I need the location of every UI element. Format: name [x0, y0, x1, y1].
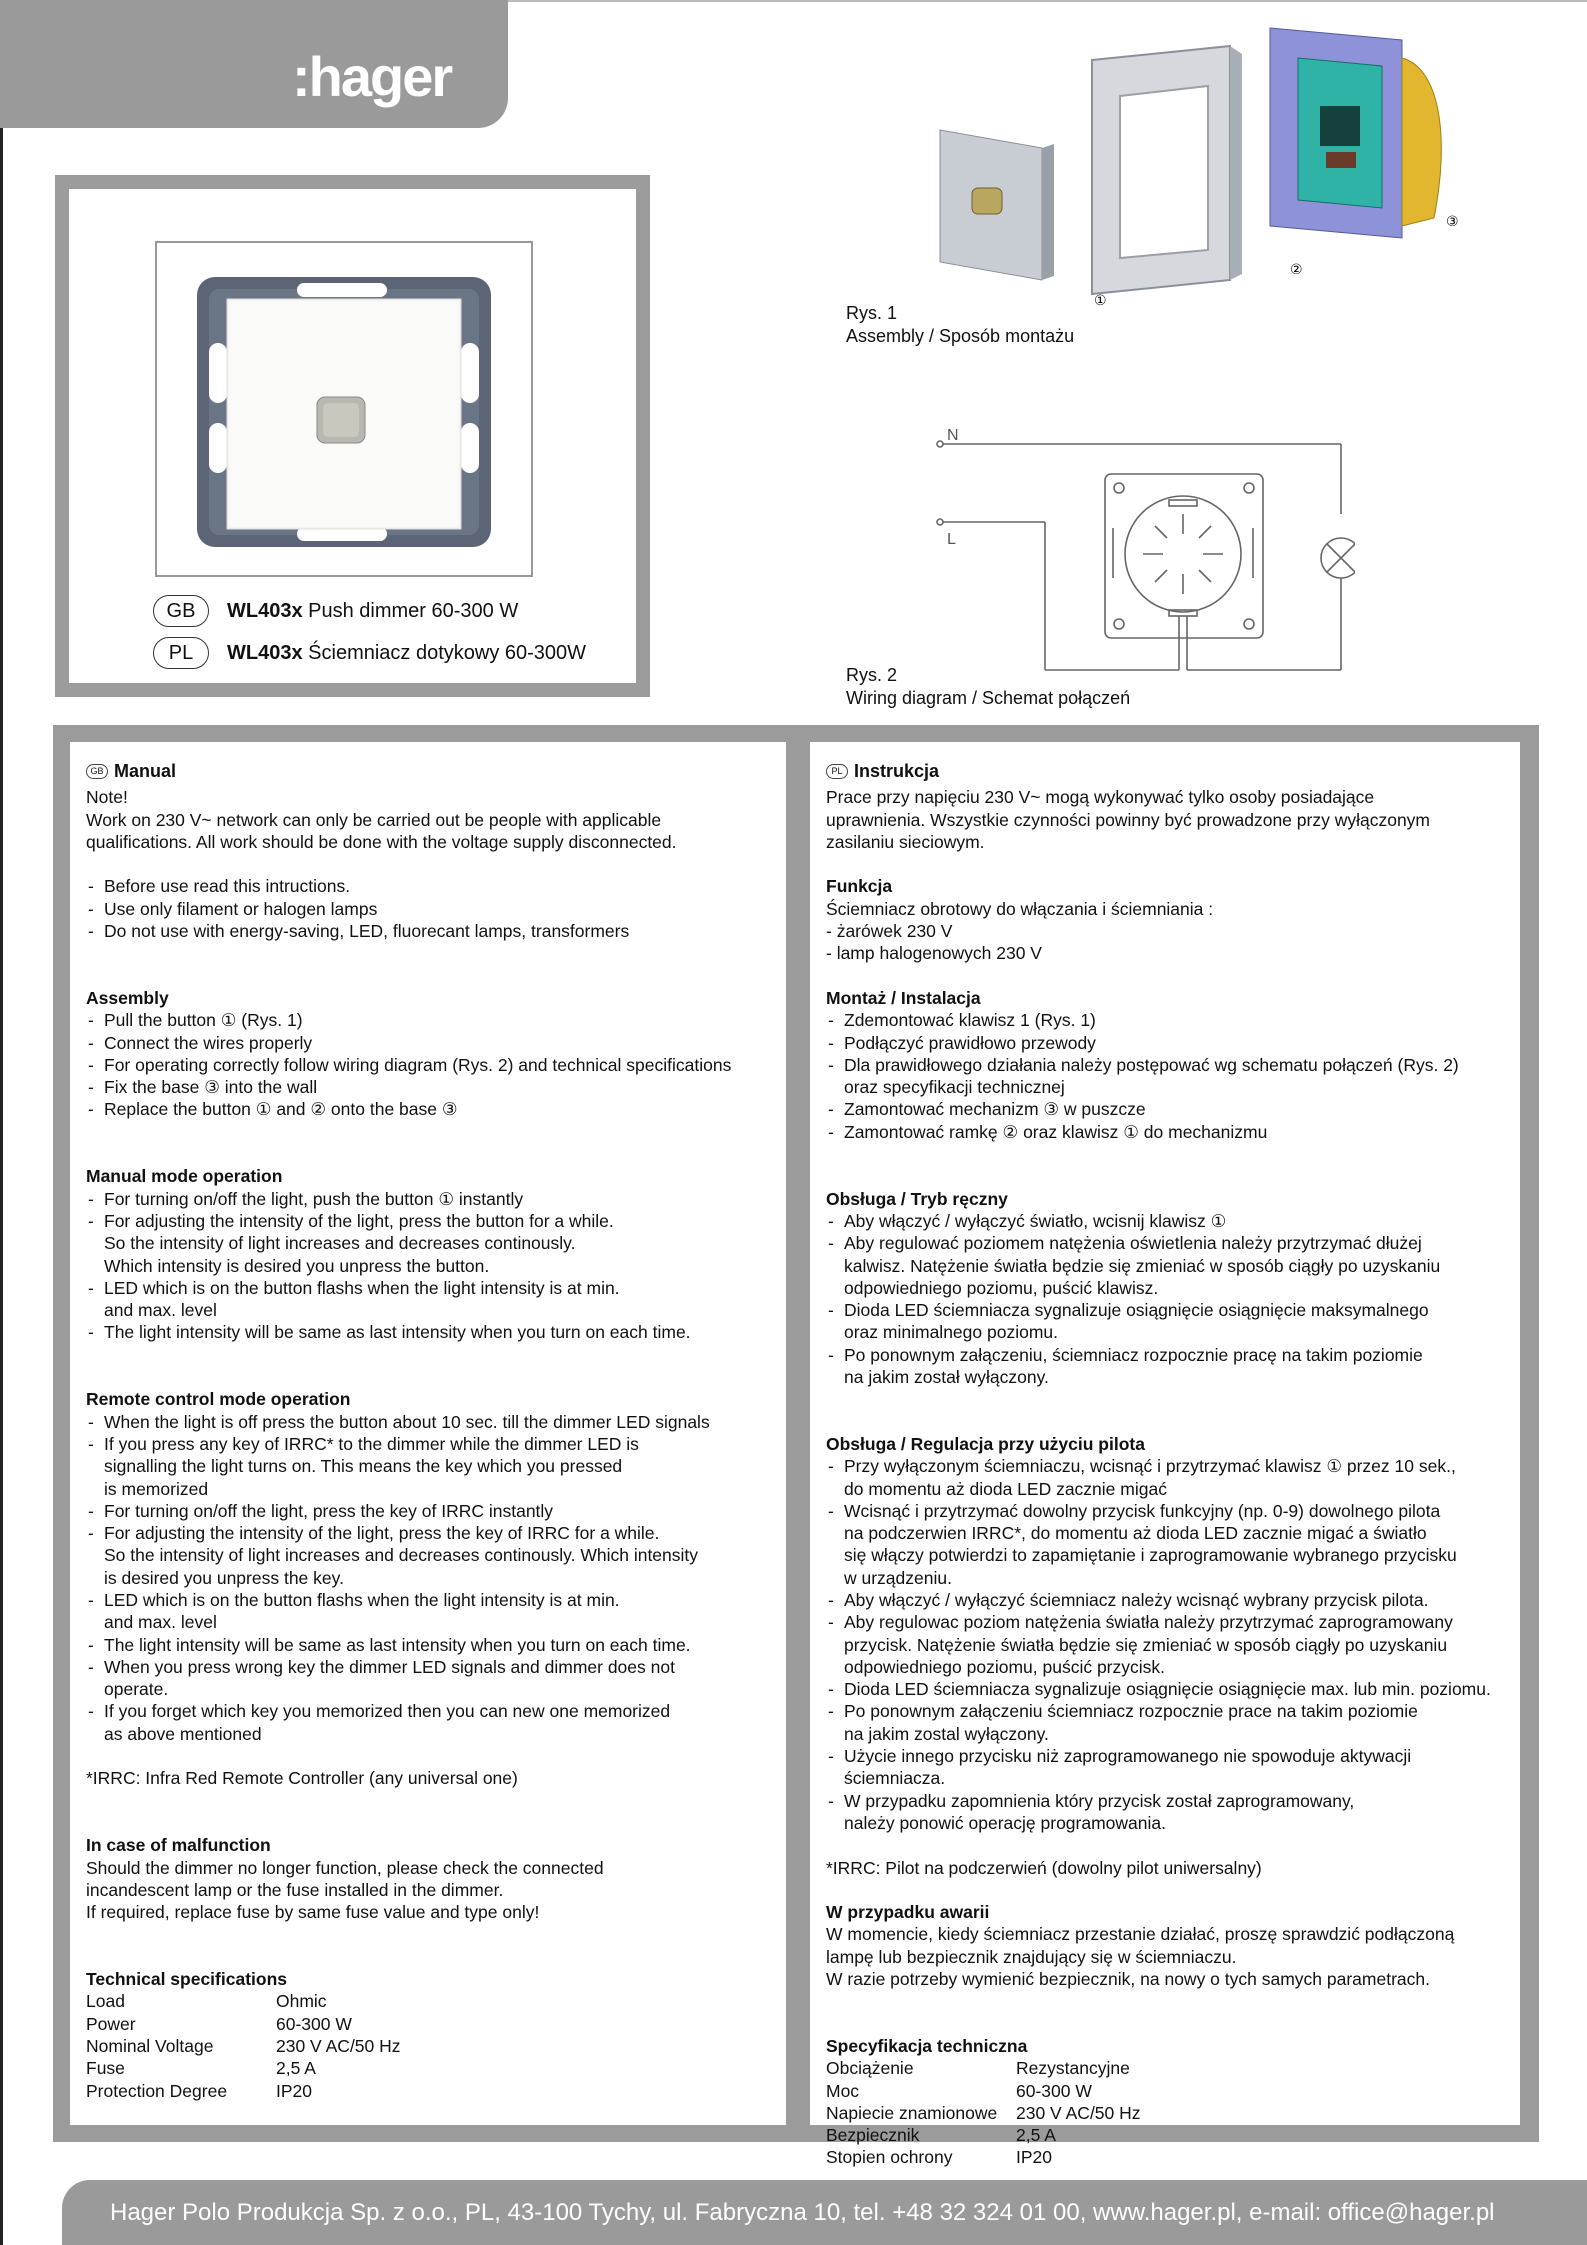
- irrc-footnote: *IRRC: Pilot na podczerwień (dowolny pilot uniwersalny): [826, 1857, 1262, 1878]
- malfunction-heading: In case of malfunction: [86, 1835, 271, 1856]
- assembly-illustration: [930, 18, 1470, 308]
- page-top-rule: [505, 0, 1587, 2]
- manual-en-title: GB Manual: [86, 760, 770, 782]
- assembly-heading: Assembly: [86, 987, 169, 1008]
- product-row-pl: [153, 637, 586, 669]
- marker-2: ②: [1290, 262, 1303, 278]
- assembly-list: - Zdemontować klawisz 1 (Rys. 1) - Podłączyć prawidłowo przewody - Dla prawidłowego działania należy postępować wg schematu połączeń (Rys. 2) oraz specyfikacji technicznej - Zamontować mechanizm ③ w puszcze - Zamontować ramkę ② oraz klawisz ① do mechanizmu: [826, 1009, 1504, 1143]
- note-label: Note!: [86, 787, 128, 808]
- malfunction-heading: W przypadku awarii: [826, 1902, 990, 1923]
- remote-list: - Przy wyłączonym ściemniaczu, wcisnąć i przytrzymać klawisz ① przez 10 sek., do momentu aż dioda LED zacznie migać - Wcisnąć i przytrzymać dowolny przycisk funkcyjny (np. 0-9) dowolnego pilota na podczerwien IRRC*, do momentu aż dioda LED zacznie migać a światło się włączy potwierdzi to zapamiętanie i zaprogramowanie wybranego przycisku w urządzeniu. - Aby włączyć / wyłączyć ściemniacz należy wcisnąć wybrany przycisk pilota. - Aby regulowac poziom natężenia światła należy przytrzymać zaprogramowany przycisk. Natężenie światła będzie się zmieniać w sposób ciągły po uzyskaniu odpowiedniego poziomu, puścić przycisk. - Dioda LED ściemniacza sygnalizuje osiągnięcie osiągnięcie max. lub min. poziomu. - Po ponownym załączeniu ściemniacz rozpocznie prace na takim poziomie na jakim zostal wyłączony. - Użycie innego przycisku niż zaprogramowanego nie spowoduje aktywacji ściemniacza. - W przypadku zapomnienia który przycisk został zaprogramowany, należy ponowić operację programowania.: [826, 1455, 1504, 1834]
- assembly-list: - Pull the button ① (Rys. 1) - Connect the wires properly - For operating correctly follow wiring diagram (Rys. 2) and technical specifications - Fix the base ③ into the wall - Replace the button ① and ② onto the base ③: [86, 1009, 770, 1120]
- label-l: L: [947, 531, 956, 548]
- tech-spec-table: Load Ohmic Power 60-300 W Nominal Voltage 230 V AC/50 Hz Fuse 2,5 A Protection Degree IP20: [86, 1991, 401, 2101]
- product-row-gb: [153, 595, 518, 627]
- hager-logo: :hager: [292, 45, 452, 108]
- wiring-diagram: [925, 418, 1355, 676]
- product-photo: [155, 241, 533, 577]
- manual-mode-heading: Obsługa / Tryb ręczny: [826, 1188, 1008, 1209]
- assembly-heading: Montaż / Instalacja: [826, 987, 981, 1008]
- intro-list: - Before use read this intructions. - Use only filament or halogen lamps - Do not use with energy-saving, LED, fluorecant lamps, transformers: [86, 875, 770, 942]
- company-contact: Hager Polo Produkcja Sp. z o.o., PL, 43-100 Tychy, ul. Fabryczna 10, tel. +48 32 324 01 00, www.hager.pl, e-mail: office@hager.pl: [110, 2198, 1495, 2226]
- manual-mode-list: - Aby włączyć / wyłączyć światło, wcisnij klawisz ① - Aby regulować poziomem natężenia oświetlenia należy przytrzymać dłużej kalwisz. Natężenie światła będzie się zmieniać w sposób ciągły po uzyskaniu odpowiedniego poziomu, puścić klawisz. - Dioda LED ściemniacza sygnalizuje osiągnięcie osiągnięcie maksymalnego oraz minimalnego poziomu. - Po ponownym załączeniu, ściemniacz rozpocznie pracę na takim poziomie na jakim został wyłączony.: [826, 1210, 1504, 1388]
- remote-heading: Obsługa / Regulacja przy użyciu pilota: [826, 1433, 1145, 1454]
- product-name: Push dimmer 60-300 W: [308, 599, 519, 622]
- function-heading: Funkcja: [826, 876, 893, 897]
- tech-heading: Technical specifications: [86, 1969, 287, 1990]
- product-panel: [55, 175, 650, 697]
- lang-badge-gb: GB: [153, 595, 209, 627]
- page-left-rule: [0, 0, 3, 2245]
- manual-pl-column: PL Instrukcja Prace przy napięciu 230 V~ mogą wykonywać tylko osoby posiadające uprawnienia. Wszystkie czynności powinny być prowadzone przy wyłączonym zasilaniu sieciowym. Funkcja Ściemniacz obrotowy do włączania i ściemniania : - żarówek 230 V - lamp halogenowych 230 V Montaż / Instalacja - Zdemontować klawisz 1 (Rys. 1) - Podłączyć prawidłowo przewody - Dla prawidłowego działania należy postępować wg schematu połączeń (Rys. 2) oraz specyfikacji technicznej - Zamontować mechanizm ③ w puszcze - Zamontować ramkę ② oraz klawisz ① do mechanizmu Obsługa / Tryb ręczny - Aby włączyć / wyłączyć światło, wcisnij klawisz ① - Aby regulować poziomem natężenia oświetlenia należy przytrzymać dłużej kalwisz. Natężenie światła będzie się zmieniać w sposób ciągły po uzyskaniu odpowiedniego poziomu, puścić klawisz. - Dioda LED ściemniacza sygnalizuje osiągnięcie osiągnięcie maksymalnego oraz minimalnego poziomu. - Po ponownym załączeniu, ściemniacz rozpocznie pracę na takim poziomie na jakim został wyłączony. Obsługa / Regulacja przy użyciu pilota - Przy wyłączonym ściemniaczu, wcisnąć i przytrzymać klawisz ① przez 10 sek., do momentu aż dioda LED zacznie migać - Wcisnąć i przytrzymać dowolny przycisk funkcyjny (np. 0-9) dowolnego pilota na podczerwien IRRC*, do momentu aż dioda LED zacznie migać a światło się włączy potwierdzi to zapamiętanie i zaprogramowanie wybranego przycisku w urządzeniu. - Aby włączyć / wyłączyć ściemniacz należy wcisnąć wybrany przycisk pilota. - Aby regulowac poziom natężenia światła należy przytrzymać zaprogramowany przycisk. Natężenie światła będzie się zmieniać w sposób ciągły po uzyskaniu odpowiedniego poziomu, puścić przycisk. - Dioda LED ściemniacza sygnalizuje osiągnięcie osiągnięcie max. lub min. poziomu. - Po ponownym załączeniu ściemniacz rozpocznie prace na takim poziomie na jakim zostal wyłączony. - Użycie innego przycisku niż zaprogramowanego nie spowoduje aktywacji ściemniacza. - W przypadku zapomnienia który przycisk został zaprogramowany, należy ponowić operację programowania. *IRRC: Pilot na podczerwień (dowolny pilot uniwersalny) W przypadku awarii W momencie, kiedy ściemniacz przestanie działać, proszę sprawdzić podłączoną lampę lub bezpiecznik znajdujący się w ściemniaczu. W razie potrzeby wymienić bezpiecznik, na nowy o tych samych parametrach. Specyfikacja techniczna Obciążenie Rezystancyjne Moc 60-300 W Napiecie znamionowe 230 V AC/50 Hz Bezpiecznik 2,5 A Stopien ochrony IP20: [810, 742, 1520, 2125]
- assembly-caption: Rys. 1 Assembly / Sposób montażu: [846, 303, 1075, 346]
- marker-1: ①: [1094, 293, 1107, 308]
- product-name: Ściemniacz dotykowy 60-300W: [308, 641, 587, 664]
- tech-spec-table: Obciążenie Rezystancyjne Moc 60-300 W Napiecie znamionowe 230 V AC/50 Hz Bezpiecznik 2,5 A Stopien ochrony IP20: [826, 2058, 1141, 2168]
- irrc-footnote: *IRRC: Infra Red Remote Controller (any universal one): [86, 1768, 518, 1789]
- manual-en-column: GB Manual Note! Work on 230 V~ network can only be carried out be people with applicable qualifications. All work should be done with the voltage supply disconnected. - Before use read this intructions. - Use only filament or halogen lamps - Do not use with energy-saving, LED, fluorecant lamps, transformers Assembly - Pull the button ① (Rys. 1) - Connect the wires properly - For operating correctly follow wiring diagram (Rys. 2) and technical specifications - Fix the base ③ into the wall - Replace the button ① and ② onto the base ③ Manual mode operation - For turning on/off the light, push the button ① instantly - For adjusting the intensity of the light, press the button for a while. So the intensity of light increases and decreases continously. Which intensity is desired you unpress the button. - LED which is on the button flashs when the light intensity is at min. and max. level - The light intensity will be same as last intensity when you turn on each time. Remote control mode operation - When the light is off press the button about 10 sec. till the dimmer LED signals - If you press any key of IRRC* to the dimmer while the dimmer LED is signalling the light turns on. This means the key which you pressed is memorized - For turning on/off the light, press the key of IRRC instantly - For adjusting the intensity of the light, press the key of IRRC for a while. So the intensity of light increases and decreases continously. Which intensity is desired you unpress the key. - LED which is on the button flashs when the light intensity is at min. and max. level - The light intensity will be same as last intensity when you turn on each time. - When you press wrong key the dimmer LED signals and dimmer does not operate. - If you forget which key you memorized then you can new one memorized as above mentioned *IRRC: Infra Red Remote Controller (any universal one) In case of malfunction Should the dimmer no longer function, please check the connected incandescent lamp or the fuse installed in the dimmer. If required, replace fuse by same fuse value and type only! Technical specifications Load Ohmic Power 60-300 W Nominal Voltage 230 V AC/50 Hz Fuse 2,5 A Protection Degree IP20: [70, 742, 786, 2125]
- flag-pl-icon: PL: [826, 764, 848, 779]
- wiring-caption: Rys. 2 Wiring diagram / Schemat połączeń: [846, 665, 1131, 708]
- manual-mode-list: - For turning on/off the light, push the button ① instantly - For adjusting the intensity of the light, press the button for a while. So the intensity of light increases and decreases continously. Which intensity is desired you unpress the button. - LED which is on the button flashs when the light intensity is at min. and max. level - The light intensity will be same as last intensity when you turn on each time.: [86, 1188, 770, 1344]
- tech-heading: Specyfikacja techniczna: [826, 2035, 1028, 2056]
- instructions-panel: [53, 725, 1539, 2168]
- remote-heading: Remote control mode operation: [86, 1389, 351, 1410]
- marker-3: ③: [1446, 214, 1459, 230]
- flag-gb-icon: GB: [86, 764, 108, 779]
- manual-pl-title: PL Instrukcja: [826, 760, 1504, 782]
- manual-mode-heading: Manual mode operation: [86, 1166, 283, 1187]
- model-code: WL403x: [227, 599, 303, 622]
- brand-header: [0, 0, 508, 128]
- model-code: WL403x: [227, 641, 303, 664]
- remote-list: - When the light is off press the button about 10 sec. till the dimmer LED signals - If you press any key of IRRC* to the dimmer while the dimmer LED is signalling the light turns on. This means the key which you pressed is memorized - For turning on/off the light, press the key of IRRC instantly - For adjusting the intensity of the light, press the key of IRRC for a while. So the intensity of light increases and decreases continously. Which intensity is desired you unpress the key. - LED which is on the button flashs when the light intensity is at min. and max. level - The light intensity will be same as last intensity when you turn on each time. - When you press wrong key the dimmer LED signals and dimmer does not operate. - If you forget which key you memorized then you can new one memorized as above mentioned: [86, 1411, 770, 1745]
- lang-badge-pl: PL: [153, 637, 209, 669]
- label-n: N: [947, 427, 959, 444]
- page-footer: [62, 2180, 1587, 2245]
